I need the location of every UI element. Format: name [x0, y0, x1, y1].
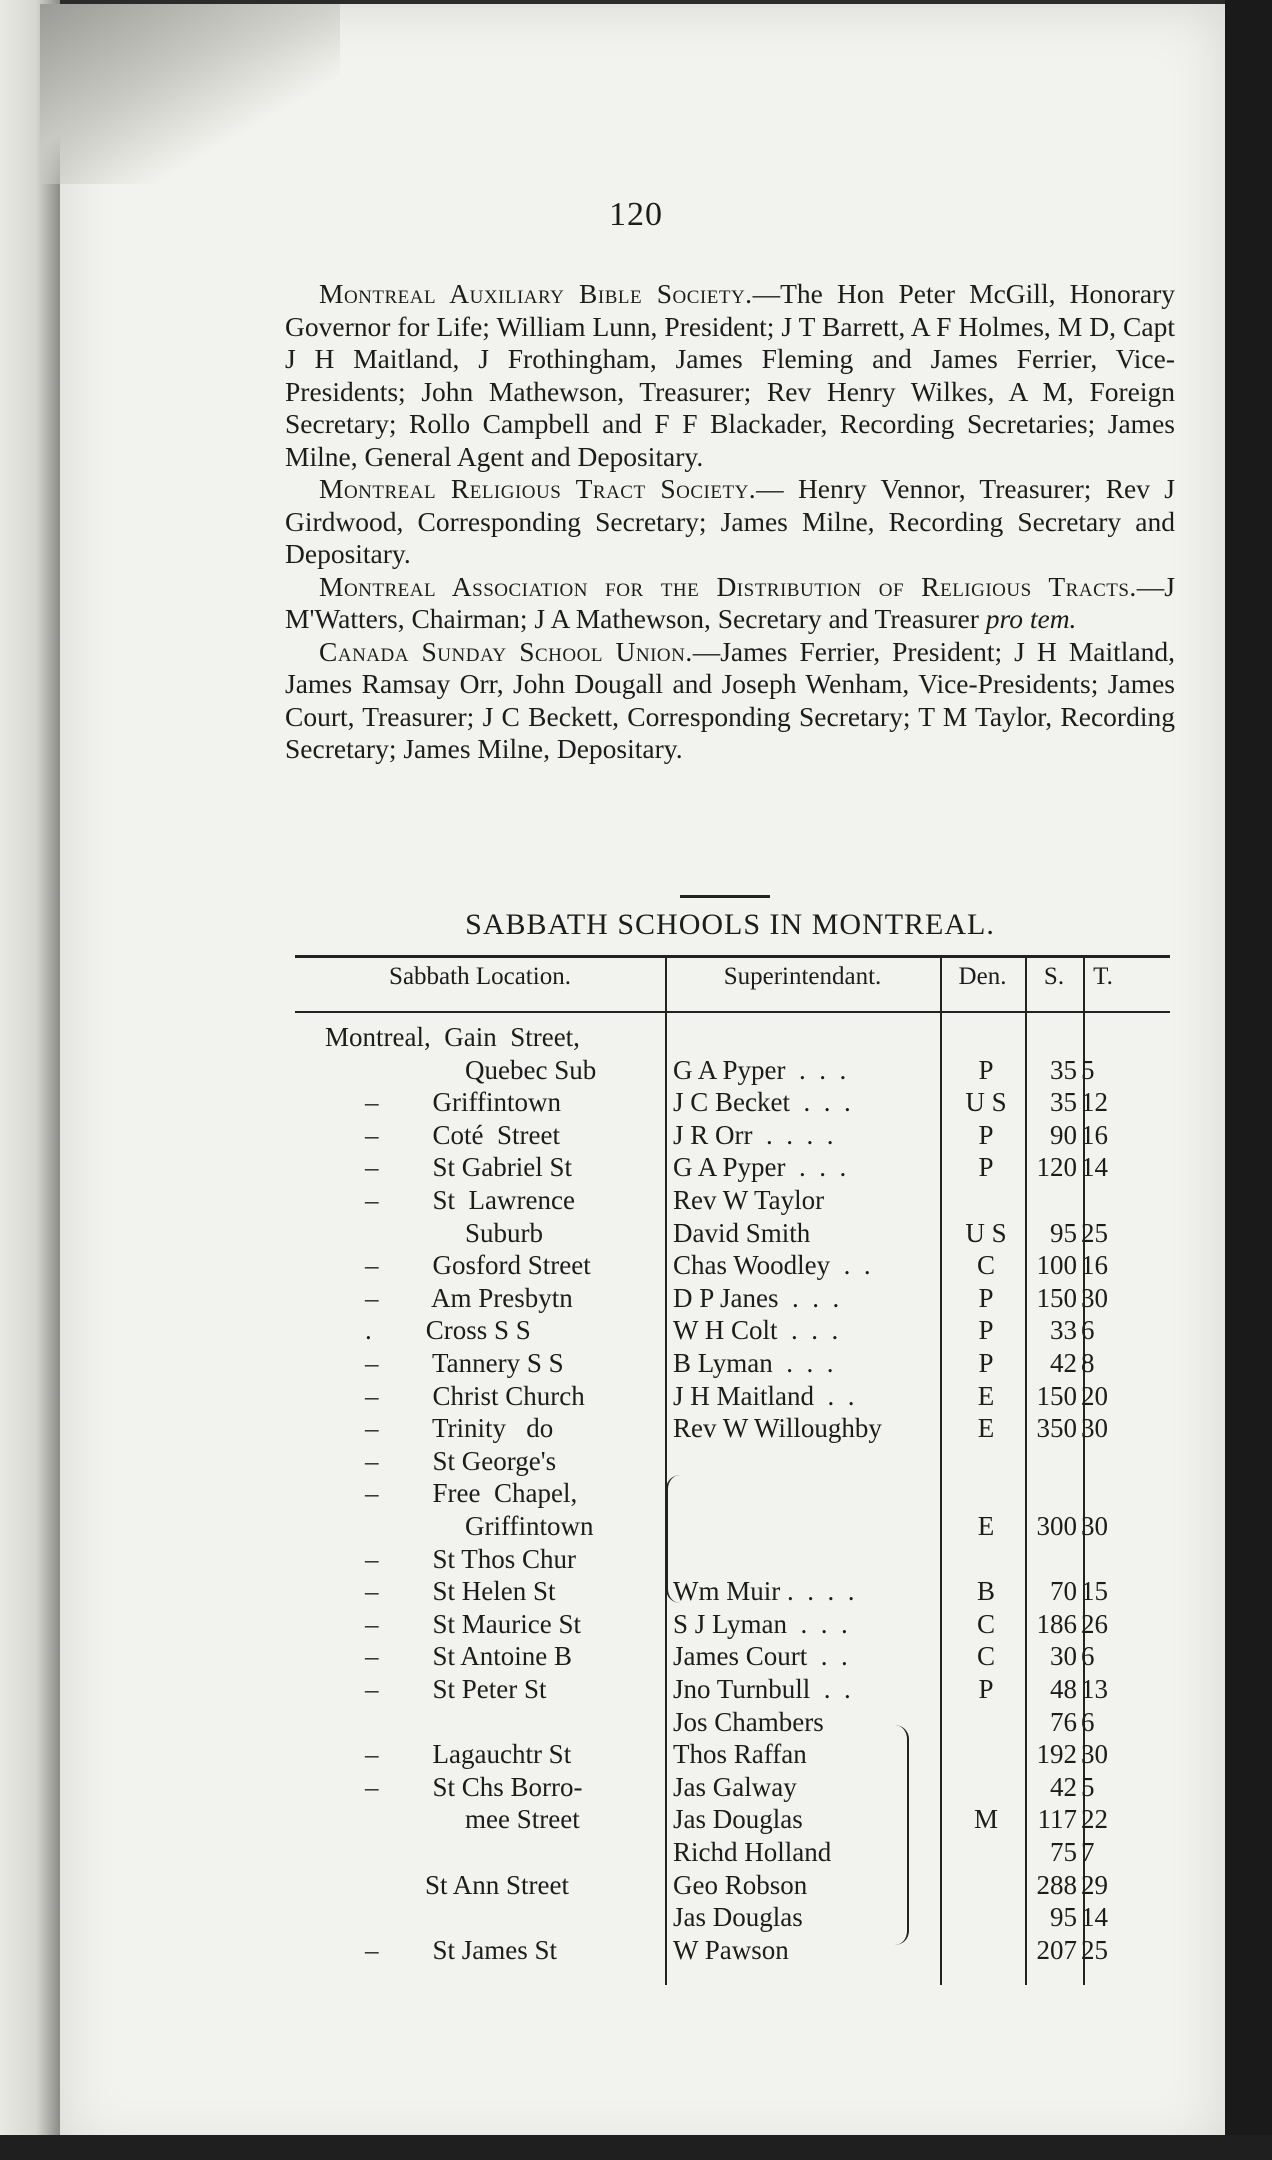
cell-teachers: 8 — [1081, 1348, 1095, 1378]
paragraph-tract-society — [285, 473, 1175, 571]
header-s: S. — [1043, 963, 1065, 990]
cell-scholars: 350 — [1036, 1413, 1077, 1444]
cell-superintendant: Thos Raffan — [673, 1739, 807, 1770]
cell-location: – Christ Church — [365, 1380, 585, 1411]
cell-location: – Gosford Street — [365, 1250, 591, 1281]
table-row — [295, 1217, 1170, 1249]
paragraph-heading: Canada Sunday School Union. — [319, 635, 693, 667]
cell-superintendant: G A Pyper . . . — [673, 1152, 847, 1183]
society-listings — [285, 278, 1175, 766]
table-row — [295, 1901, 1170, 1933]
cell-scholars: 70 — [1050, 1576, 1077, 1607]
cell-denomination: U S — [965, 1087, 1007, 1118]
cell-location: – St Maurice St — [365, 1608, 581, 1639]
paragraph-italic-tail: pro tem. — [985, 603, 1077, 634]
cell-superintendant: Jas Douglas — [673, 1804, 803, 1835]
table-row — [295, 1836, 1170, 1868]
cell-superintendant: Chas Woodley . . — [673, 1250, 871, 1281]
cell-teachers: 6 — [1081, 1706, 1095, 1737]
table-row — [295, 1184, 1170, 1216]
header-den: Den. — [958, 963, 1007, 990]
cell-scholars: 150 — [1036, 1380, 1077, 1411]
cell-superintendant: J R Orr . . . . — [673, 1119, 834, 1150]
cell-teachers: 16 — [1081, 1119, 1108, 1150]
table-row — [295, 1803, 1170, 1835]
cell-location: – St Lawrence — [365, 1185, 575, 1215]
cell-scholars: 76 — [1050, 1706, 1077, 1737]
cell-location: Suburb — [465, 1217, 544, 1248]
cell-location: – Griffintown — [365, 1087, 561, 1118]
cell-teachers: 6 — [1081, 1641, 1095, 1672]
cell-superintendant: W H Colt . . . — [673, 1315, 839, 1346]
cell-teachers: 5 — [1081, 1054, 1095, 1085]
table-title: SABBATH SCHOOLS IN MONTREAL. — [465, 908, 995, 941]
cell-denomination: P — [978, 1348, 994, 1378]
cell-superintendant: Rev W Willoughby — [673, 1413, 882, 1444]
table-row — [295, 1543, 1170, 1575]
table-top-rule — [295, 955, 1170, 958]
cell-location: – Lagauchtr St — [365, 1739, 572, 1770]
table-row — [295, 1314, 1170, 1346]
cell-teachers: 30 — [1081, 1739, 1108, 1770]
paragraph-body: —J M'Watters, Chairman; J A Mathewson, Secretary and Treasurer — [285, 570, 1175, 634]
cell-teachers: 25 — [1081, 1934, 1108, 1965]
cell-superintendant: Jno Turnbull . . — [673, 1674, 851, 1704]
cell-teachers: 22 — [1081, 1804, 1108, 1835]
cell-superintendant: S J Lyman . . . — [673, 1608, 848, 1639]
cell-superintendant: David Smith — [673, 1217, 811, 1248]
paragraph-body: — Henry Vennor, Treasurer; Rev J Girdwood, Corresponding Secretary; James Milne, Recording Secretary and Depositary. — [285, 473, 1175, 569]
cell-scholars: 186 — [1036, 1608, 1077, 1639]
cell-teachers: 30 — [1081, 1282, 1108, 1313]
header-superintendant: Superintendant. — [723, 963, 882, 990]
cell-teachers: 20 — [1081, 1380, 1108, 1411]
table-row — [295, 1086, 1170, 1118]
cell-denomination: P — [978, 1674, 994, 1704]
cell-scholars: 192 — [1036, 1739, 1077, 1770]
cell-scholars: 120 — [1036, 1152, 1077, 1183]
paragraph-heading: Montreal Religious Tract Society. — [319, 473, 757, 504]
cell-teachers: 29 — [1081, 1869, 1108, 1900]
cell-scholars: 90 — [1050, 1119, 1077, 1150]
cell-location: . Cross S S — [365, 1315, 531, 1346]
cell-denomination: C — [976, 1608, 995, 1639]
cell-denomination: C — [976, 1641, 995, 1672]
cell-location: – Coté Street — [365, 1119, 560, 1150]
title-rule — [680, 895, 770, 898]
cell-superintendant: Geo Robson — [673, 1869, 808, 1900]
table-row — [295, 1575, 1170, 1607]
cell-scholars: 207 — [1036, 1934, 1077, 1965]
scan-border-right — [1225, 0, 1272, 2160]
cell-location: – St Peter St — [365, 1674, 547, 1704]
cell-denomination: P — [978, 1152, 994, 1183]
cell-scholars: 30 — [1050, 1641, 1077, 1672]
cell-location: Griffintown — [465, 1511, 594, 1541]
table-row — [295, 1510, 1170, 1542]
table-row — [295, 1054, 1170, 1086]
cell-teachers: 14 — [1081, 1902, 1108, 1933]
cell-location: – St Chs Borro- — [365, 1771, 583, 1802]
cell-scholars: 48 — [1050, 1674, 1077, 1704]
cell-teachers: 16 — [1081, 1250, 1108, 1281]
table-row — [295, 1151, 1170, 1183]
cell-denomination: P — [978, 1054, 994, 1085]
cell-location: Montreal, Gain Street, — [325, 1022, 580, 1052]
cell-superintendant: Richd Holland — [673, 1837, 832, 1867]
paragraph-tract-association — [285, 571, 1175, 636]
cell-scholars: 300 — [1036, 1511, 1077, 1541]
cell-denomination: C — [976, 1250, 995, 1281]
cell-superintendant: Jas Douglas — [673, 1902, 803, 1933]
cell-superintendant: G A Pyper . . . — [673, 1054, 847, 1085]
cell-superintendant: Rev W Taylor — [673, 1185, 825, 1215]
cell-denomination: P — [978, 1315, 994, 1346]
cell-superintendant: James Court . . — [673, 1641, 848, 1672]
table-row — [295, 1119, 1170, 1151]
cell-scholars: 75 — [1050, 1837, 1077, 1867]
cell-teachers: 7 — [1081, 1837, 1095, 1867]
cell-denomination: P — [978, 1282, 994, 1313]
table-header-rule — [295, 1011, 1170, 1013]
cell-scholars: 35 — [1050, 1087, 1077, 1118]
scan-border-bottom — [0, 2135, 1272, 2160]
cell-scholars: 288 — [1036, 1869, 1077, 1900]
cell-location: – St James St — [365, 1934, 558, 1965]
page-corner-shadow — [40, 4, 340, 184]
cell-location: St Ann Street — [425, 1869, 570, 1900]
cell-teachers: 30 — [1081, 1413, 1108, 1444]
header-t: T. — [1093, 963, 1113, 990]
cell-location: – St Thos Chur — [365, 1543, 577, 1574]
table-row — [295, 1412, 1170, 1444]
cell-superintendant: J C Becket . . . — [673, 1087, 851, 1118]
cell-teachers: 14 — [1081, 1152, 1108, 1183]
cell-scholars: 33 — [1050, 1315, 1077, 1346]
cell-scholars: 100 — [1036, 1250, 1077, 1281]
cell-superintendant: B Lyman . . . — [673, 1348, 834, 1378]
cell-denomination: E — [977, 1511, 995, 1541]
cell-scholars: 35 — [1050, 1054, 1077, 1085]
cell-location: – St George's — [365, 1445, 557, 1476]
bracket-methodist-group — [893, 1725, 909, 1945]
table-row — [295, 1347, 1170, 1379]
paragraph-bible-society — [285, 278, 1175, 473]
table-row — [295, 1706, 1170, 1738]
table-row — [295, 1934, 1170, 1966]
cell-scholars: 95 — [1050, 1902, 1077, 1933]
table-row — [295, 1771, 1170, 1803]
table-row — [295, 1021, 1170, 1053]
table-row — [295, 1869, 1170, 1901]
cell-location: – St Gabriel St — [365, 1152, 572, 1183]
table-row — [295, 1673, 1170, 1705]
cell-location: Quebec Sub — [465, 1054, 597, 1085]
cell-location: – Tannery S S — [365, 1348, 564, 1378]
table-row — [295, 1282, 1170, 1314]
table-row — [295, 1445, 1170, 1477]
cell-scholars: 42 — [1050, 1771, 1077, 1802]
table-row — [295, 1249, 1170, 1281]
paragraph-body: —James Ferrier, President; J H Maitland, James Ramsay Orr, John Dougall and Joseph Wenham, Vice-Presidents; James Court, Treasurer; J C Beckett, Corresponding Secretary; T M Taylor, Recording Secretary; James Milne, Depositary. — [285, 635, 1175, 764]
cell-denomination: E — [977, 1413, 995, 1444]
cell-denomination: E — [977, 1380, 995, 1411]
cell-superintendant: D P Janes . . . — [673, 1282, 840, 1313]
paragraph-heading: Montreal Auxiliary Bible Society. — [319, 278, 753, 309]
cell-superintendant: Jos Chambers — [673, 1706, 824, 1737]
paragraph-body: —The Hon Peter McGill, Honorary Governor for Life; William Lunn, President; J T Barrett, A F Holmes, M D, Capt J H Maitland, J Frothingham, James Fleming and James Ferrier, Vice-Presidents; John Mathewson, Treasurer; Rev Henry Wilkes, A M, Foreign Secretary; Rollo Campbell and F F Blackader, Recording Secretaries; James Milne, General Agent and Depositary. — [285, 278, 1175, 472]
cell-teachers: 15 — [1081, 1576, 1108, 1607]
cell-scholars: 150 — [1036, 1282, 1077, 1313]
cell-location: – Am Presbytn — [365, 1282, 573, 1313]
cell-teachers: 26 — [1081, 1608, 1108, 1639]
cell-teachers: 5 — [1081, 1771, 1095, 1802]
cell-teachers: 13 — [1081, 1674, 1108, 1704]
cell-superintendant: Wm Muir . . . . — [673, 1576, 855, 1607]
paragraph-heading: Montreal Association for the Distribution of Religious Tracts. — [319, 570, 1137, 602]
cell-location: – Free Chapel, — [365, 1478, 578, 1509]
cell-denomination: B — [976, 1576, 995, 1607]
cell-teachers: 12 — [1081, 1087, 1108, 1118]
cell-denomination: P — [978, 1119, 994, 1150]
table-row — [295, 1738, 1170, 1770]
paragraph-sunday-school-union — [285, 636, 1175, 766]
cell-denomination: M — [973, 1804, 998, 1835]
cell-location: – St Helen St — [365, 1576, 556, 1607]
cell-scholars: 42 — [1050, 1348, 1077, 1378]
table-row — [295, 1477, 1170, 1509]
bracket-st-georges — [666, 1475, 682, 1603]
cell-scholars: 117 — [1037, 1804, 1077, 1835]
table-row — [295, 1640, 1170, 1672]
cell-teachers: 25 — [1081, 1217, 1108, 1248]
page-number: 120 — [609, 196, 663, 233]
cell-location: – St Antoine B — [365, 1641, 573, 1672]
cell-scholars: 95 — [1050, 1217, 1077, 1248]
table-row — [295, 1608, 1170, 1640]
header-location: Sabbath Location. — [389, 963, 571, 990]
cell-teachers: 30 — [1081, 1511, 1108, 1541]
cell-superintendant: J H Maitland . . — [673, 1380, 855, 1411]
table-row — [295, 1380, 1170, 1412]
book-spine — [0, 0, 60, 2160]
cell-superintendant: W Pawson — [673, 1934, 789, 1965]
cell-denomination: U S — [965, 1217, 1007, 1248]
cell-location: – Trinity do — [365, 1413, 554, 1444]
cell-teachers: 6 — [1081, 1315, 1095, 1346]
cell-location: mee Street — [465, 1804, 580, 1835]
cell-superintendant: Jas Galway — [673, 1771, 797, 1802]
